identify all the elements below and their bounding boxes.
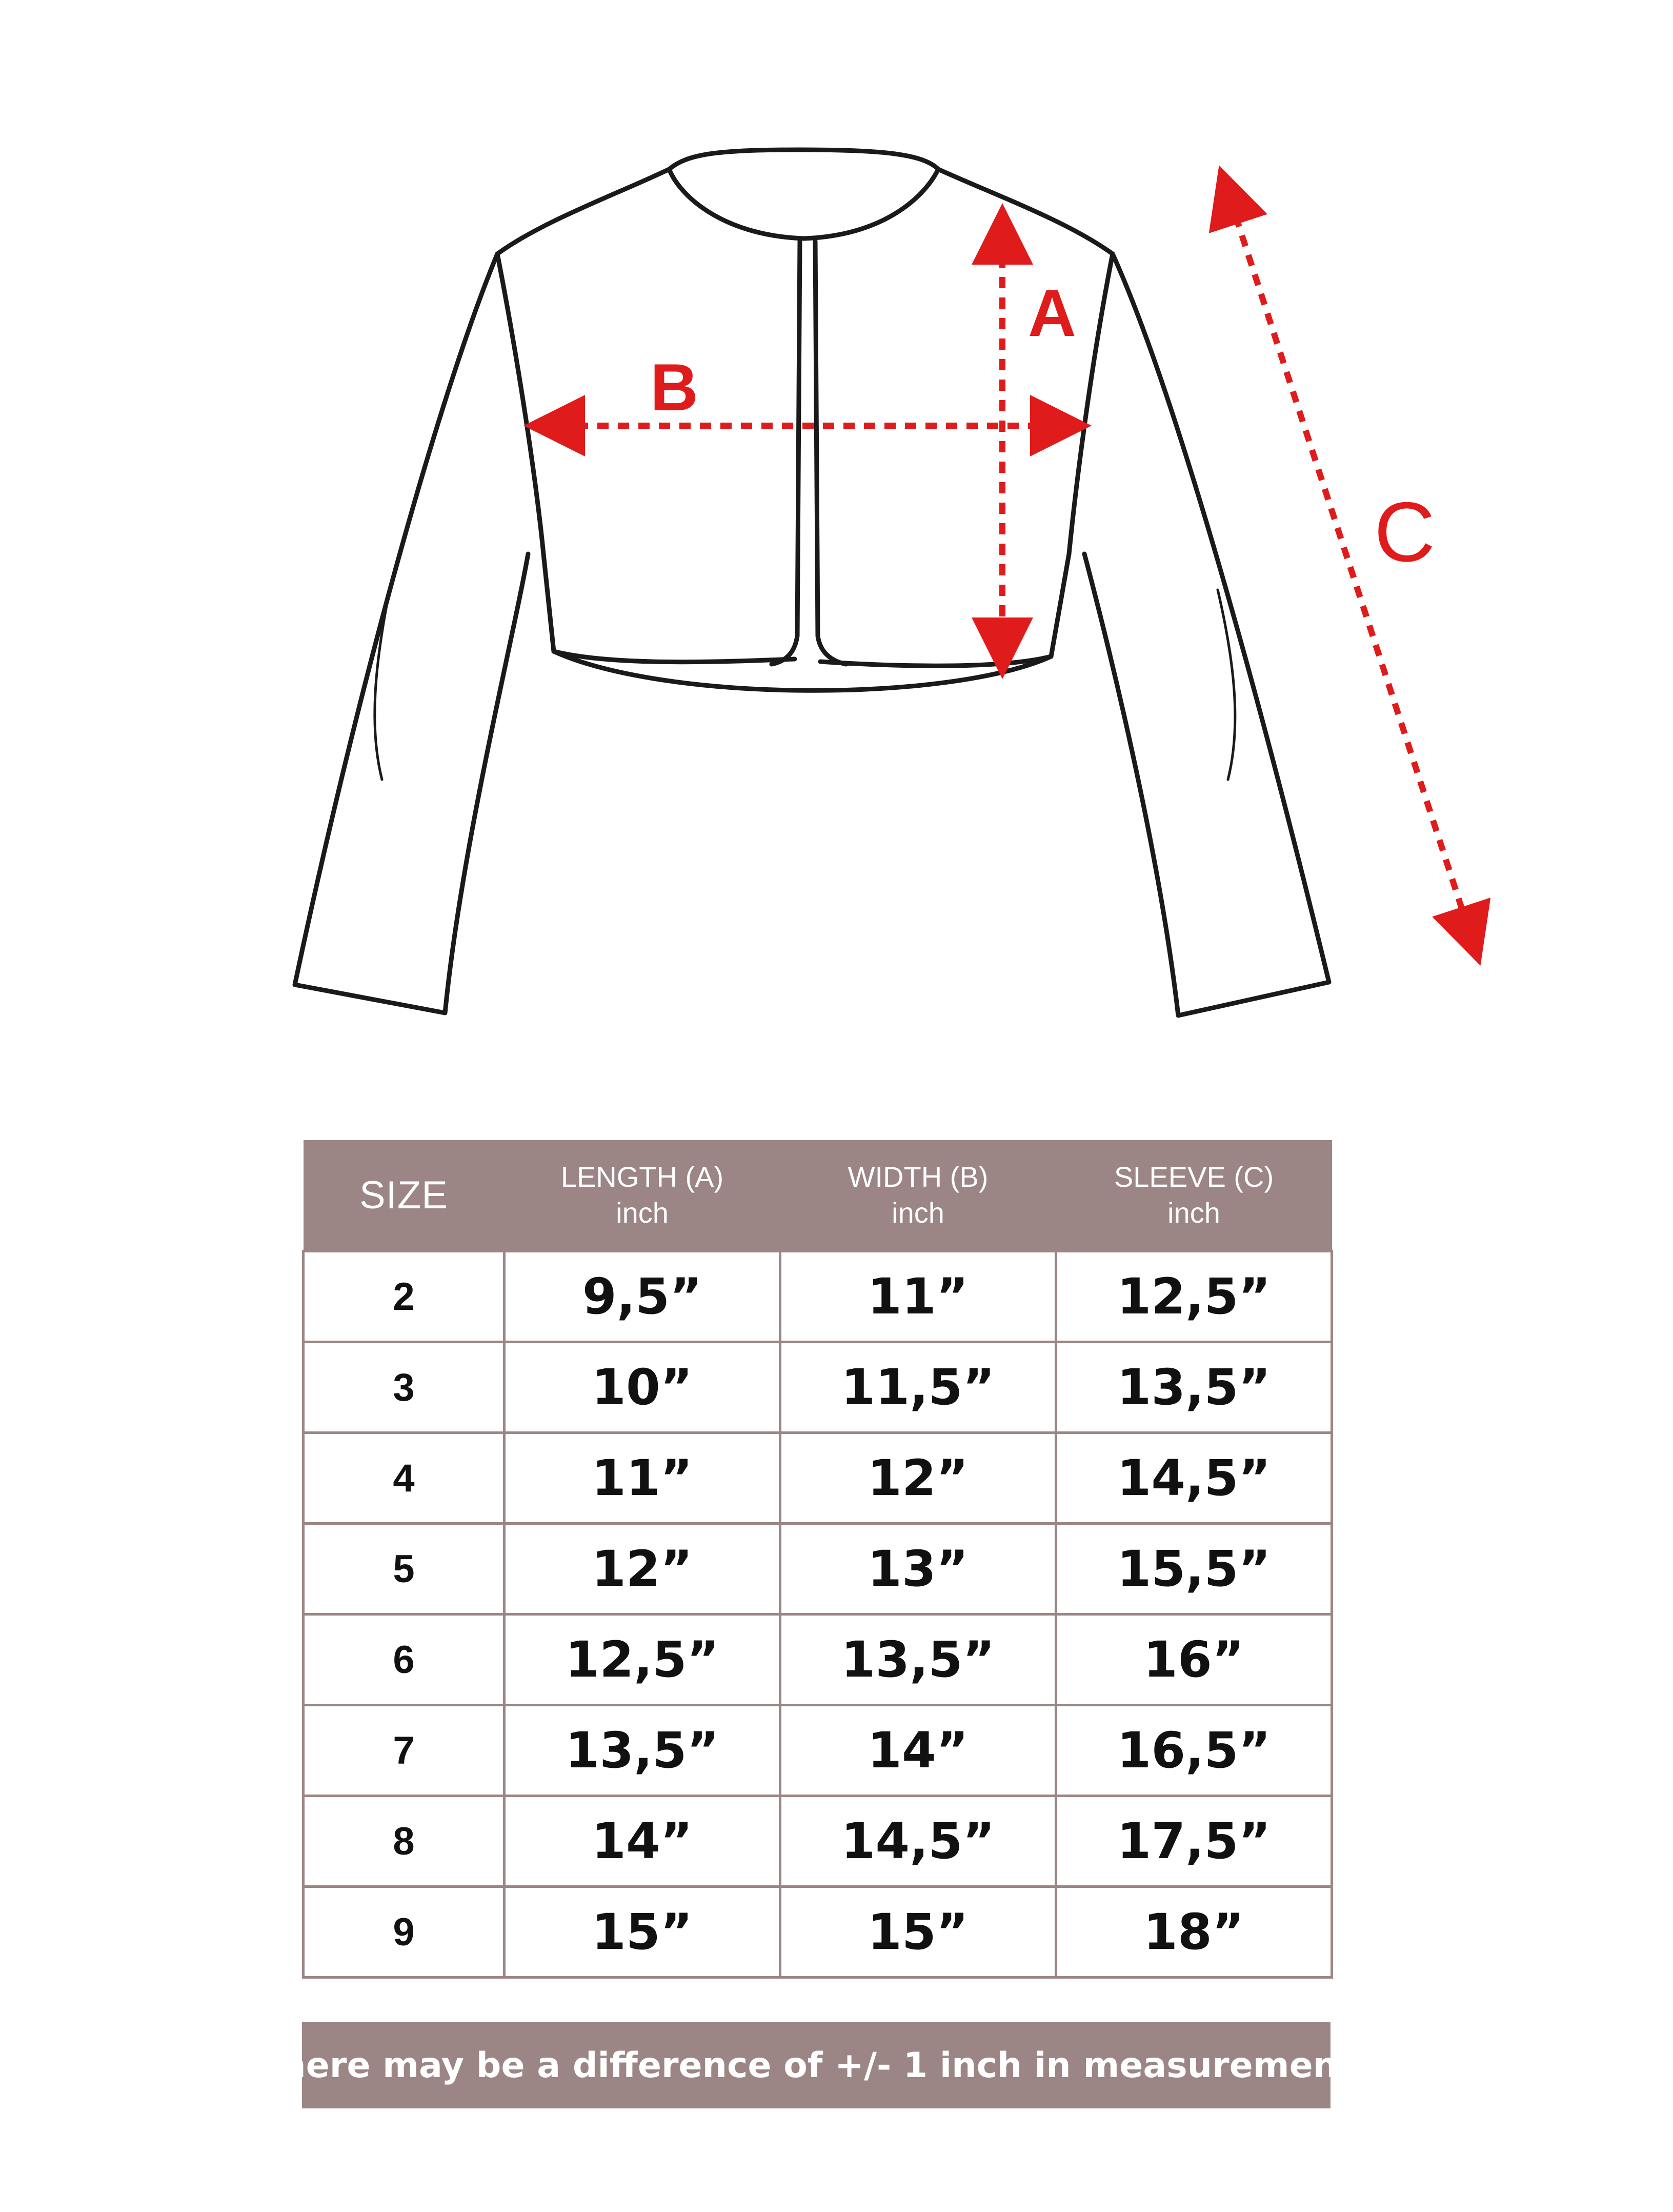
left-sleeve-inner [497, 254, 543, 554]
jacket-hem [554, 651, 1051, 690]
jacket-body-left [543, 554, 795, 662]
sleeve-cell: 14,5” [1056, 1433, 1332, 1524]
length-cell: 12,5” [505, 1615, 780, 1705]
header-width-label: WIDTH (B) [848, 1161, 989, 1193]
sleeve-cell: 18” [1056, 1887, 1332, 1978]
size-cell: 5 [304, 1524, 505, 1615]
sleeve-cell: 17,5” [1056, 1796, 1332, 1887]
size-cell: 6 [304, 1615, 505, 1705]
sleeve-cell: 12,5” [1056, 1251, 1332, 1342]
width-cell: 15” [780, 1887, 1056, 1978]
width-cell: 12” [780, 1433, 1056, 1524]
measurement-label-b: B [650, 350, 698, 425]
table-row [304, 1705, 1332, 1796]
width-cell: 14” [780, 1705, 1056, 1796]
width-cell: 13,5” [780, 1615, 1056, 1705]
length-cell: 10” [505, 1342, 780, 1433]
size-chart-body [304, 1251, 1332, 1978]
collar-inner [669, 169, 938, 238]
size-chart-table [302, 1140, 1333, 1979]
header-size: SIZE [304, 1140, 505, 1251]
header-sleeve-unit: inch [1167, 1197, 1220, 1229]
right-sleeve-outer [1084, 254, 1329, 1015]
front-opening-right [815, 241, 846, 664]
size-cell: 9 [304, 1887, 505, 1978]
header-length-unit: inch [616, 1197, 669, 1229]
size-cell: 3 [304, 1342, 505, 1433]
measurement-disclaimer: There may be a difference of +/- 1 inch in measurements [302, 2022, 1331, 2108]
length-cell: 12” [505, 1524, 780, 1615]
header-length [505, 1140, 780, 1251]
measurement-arrows [536, 177, 1477, 954]
header-width [780, 1140, 1056, 1251]
arrow-c [1223, 177, 1477, 954]
header-sleeve [1056, 1140, 1332, 1251]
jacket-body-right [820, 554, 1069, 666]
table-row [304, 1887, 1332, 1978]
size-cell: 8 [304, 1796, 505, 1887]
front-opening-left [772, 241, 800, 664]
size-cell: 7 [304, 1705, 505, 1796]
length-cell: 14” [505, 1796, 780, 1887]
header-row [304, 1140, 1332, 1251]
right-shoulder [938, 169, 1113, 254]
width-cell: 11” [780, 1251, 1056, 1342]
sleeve-cell: 16” [1056, 1615, 1332, 1705]
length-cell: 9,5” [505, 1251, 780, 1342]
table-row [304, 1342, 1332, 1433]
collar-outline [669, 150, 938, 169]
length-cell: 15” [505, 1887, 780, 1978]
header-length-label: LENGTH (A) [560, 1161, 724, 1193]
table-row [304, 1615, 1332, 1705]
left-sleeve-outer [295, 254, 528, 1013]
table-row [304, 1796, 1332, 1887]
header-width-unit: inch [892, 1197, 944, 1229]
table-row [304, 1524, 1332, 1615]
measurement-label-a: A [1028, 275, 1076, 350]
width-cell: 11,5” [780, 1342, 1056, 1433]
length-cell: 11” [505, 1433, 780, 1524]
header-sleeve-label: SLEEVE (C) [1114, 1161, 1274, 1193]
sleeve-cell: 16,5” [1056, 1705, 1332, 1796]
left-shoulder [497, 169, 669, 254]
table-row [304, 1251, 1332, 1342]
length-cell: 13,5” [505, 1705, 780, 1796]
size-cell: 2 [304, 1251, 505, 1342]
width-cell: 13” [780, 1524, 1056, 1615]
width-cell: 14,5” [780, 1796, 1056, 1887]
size-chart-header [304, 1140, 1332, 1251]
jacket-outline [295, 150, 1329, 1015]
measurement-label-c: C [1374, 485, 1436, 579]
size-cell: 4 [304, 1433, 505, 1524]
sleeve-cell: 15,5” [1056, 1524, 1332, 1615]
table-row [304, 1433, 1332, 1524]
sleeve-cell: 13,5” [1056, 1342, 1332, 1433]
